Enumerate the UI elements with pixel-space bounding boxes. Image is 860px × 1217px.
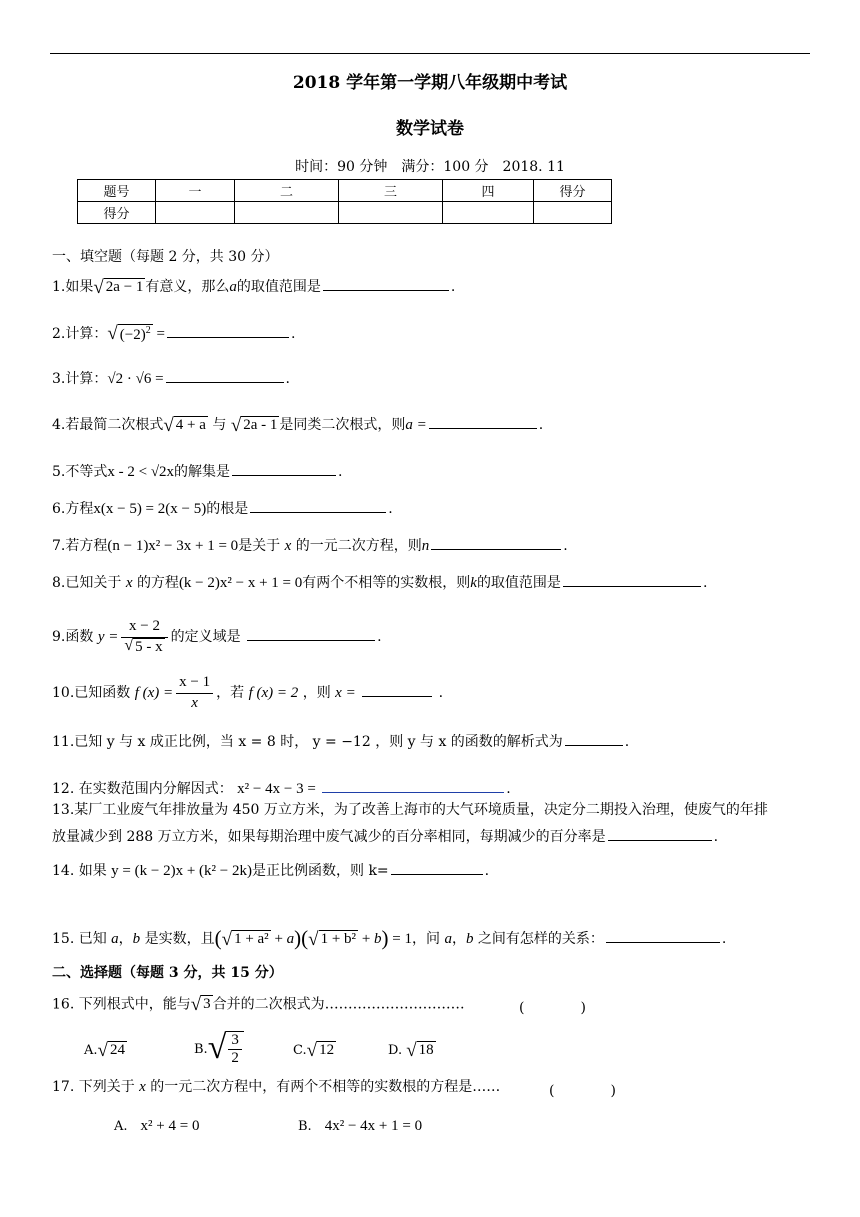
question-5: 5.不等式x - 2 < √2x的解集是 . xyxy=(52,461,343,483)
answer-paren-16[interactable]: ( ) xyxy=(519,1000,586,1016)
exam-meta: 时间：90 分钟 满分：100 分 2018. 11 xyxy=(295,159,565,175)
option-17-b[interactable]: B. 4x² − 4x + 1 = 0 xyxy=(298,1118,423,1134)
score-table-header-cell: 二 xyxy=(235,180,339,202)
answer-paren-17[interactable]: ( ) xyxy=(549,1083,616,1099)
paper-subtitle: 数学试卷 xyxy=(396,119,464,139)
score-cell[interactable] xyxy=(534,202,612,224)
score-table xyxy=(77,179,612,224)
section-1-title: 一、填空题（每题 2 分，共 30 分） xyxy=(52,249,279,265)
score-table-header-row xyxy=(78,180,612,202)
question-14: 14. 如果 y = (k − 2)x + (k² − 2k)是正比例函数，则 k= . xyxy=(52,860,489,882)
answer-blank-15[interactable] xyxy=(606,928,720,943)
answer-blank-8[interactable] xyxy=(563,572,701,587)
answer-blank-14[interactable] xyxy=(391,860,483,875)
option-16-a[interactable]: A. √ 24 xyxy=(84,1040,125,1061)
score-row-label: 得分 xyxy=(78,202,156,224)
question-15: 15. 已知 a，b 是实数，且( √ 1 + a² + a)( √ 1 + b² + b) = 1，问 a，b 之间有怎样的关系： . xyxy=(52,926,727,950)
question-1: 1.如果 √ 2a − 1 有意义，那么a的取值范围是 . xyxy=(52,276,456,298)
question-12: 12. 在实数范围内分解因式： x² − 4x − 3 = . xyxy=(52,778,511,800)
question-3: 3.计算：√2 · √6 = . xyxy=(52,368,290,390)
question-16: 16. 下列根式中，能与 √ 3 合并的二次根式为………………………… xyxy=(52,994,465,1015)
score-cell[interactable] xyxy=(443,202,534,224)
question-17: 17. 下列关于 x 的一元二次方程中，有两个不相等的实数根的方程是…… xyxy=(52,1079,501,1095)
question-13-line-1: 13.某厂工业废气年排放量为 450 万立方米，为了改善上海市的大气环境质量，决定分二期投入治理，使废气的年排 xyxy=(52,802,768,818)
score-table-header-cell: 得分 xyxy=(534,180,612,202)
score-cell[interactable] xyxy=(235,202,339,224)
answer-blank-1[interactable] xyxy=(323,276,449,291)
score-table-header-cell: 四 xyxy=(443,180,534,202)
answer-blank-12[interactable] xyxy=(322,778,504,793)
answer-blank-7[interactable] xyxy=(431,535,561,550)
score-table-header-cell: 题号 xyxy=(78,180,156,202)
option-16-c[interactable]: C. √ 12 xyxy=(293,1040,335,1061)
question-10: 10.已知函数 f (x) = $\frac{x - 1}{x}$ ，若 f (x) = 2 ，则 x = . xyxy=(52,674,444,711)
question-4: 4.若最简二次根式 √ 4 + a 与 √ 2a - 1 是同类二次根式，则a = . xyxy=(52,414,544,436)
option-16-d[interactable]: D. √ 18 xyxy=(388,1040,434,1061)
answer-blank-4[interactable] xyxy=(429,414,537,429)
answer-blank-9[interactable] xyxy=(247,626,375,641)
question-8: 8.已知关于 x 的方程(k − 2)x² − x + 1 = 0有两个不相等的实数根，则k的取值范围是 . xyxy=(52,572,707,594)
section-2-title: 二、选择题（每题 3 分，共 15 分） xyxy=(52,965,283,981)
score-table-header-cell: 三 xyxy=(339,180,443,202)
answer-blank-3[interactable] xyxy=(166,368,284,383)
answer-blank-2[interactable] xyxy=(167,323,289,338)
header-rule xyxy=(50,53,810,54)
exam-title: 2018 学年第一学期八年级期中考试 xyxy=(292,73,568,93)
score-table-score-row xyxy=(78,202,612,224)
score-cell[interactable] xyxy=(339,202,443,224)
score-table-header-cell: 一 xyxy=(156,180,235,202)
option-17-a[interactable]: A. x² + 4 = 0 xyxy=(114,1118,200,1134)
option-16-b[interactable]: B. √ $\frac{3}{2}$ xyxy=(194,1031,244,1068)
question-11: 11.已知 y 与 x 成正比例，当 x = 8 时， y = −12 ，则 y 与 x 的函数的解析式为 . xyxy=(52,731,629,751)
question-7: 7.若方程(n − 1)x² − 3x + 1 = 0是关于 x 的一元二次方程，则n . xyxy=(52,535,568,557)
answer-blank-6[interactable] xyxy=(250,498,386,513)
question-9: 9.函数 y = x − 2 √ 5 - x 的定义域是 . xyxy=(52,618,382,655)
question-2: 2.计算： √ $(-2)^2$ = . xyxy=(52,322,296,344)
score-cell[interactable] xyxy=(156,202,235,224)
answer-blank-13[interactable] xyxy=(608,826,712,841)
question-6: 6.方程x(x − 5) = 2(x − 5)的根是 . xyxy=(52,498,393,520)
answer-blank-10[interactable] xyxy=(362,682,432,697)
answer-blank-11[interactable] xyxy=(565,731,623,746)
answer-blank-5[interactable] xyxy=(232,461,336,476)
question-13-line-2: 放量减少到 288 万立方米，如果每期治理中废气减少的百分率相同，每期减少的百分率是 . xyxy=(52,826,718,846)
